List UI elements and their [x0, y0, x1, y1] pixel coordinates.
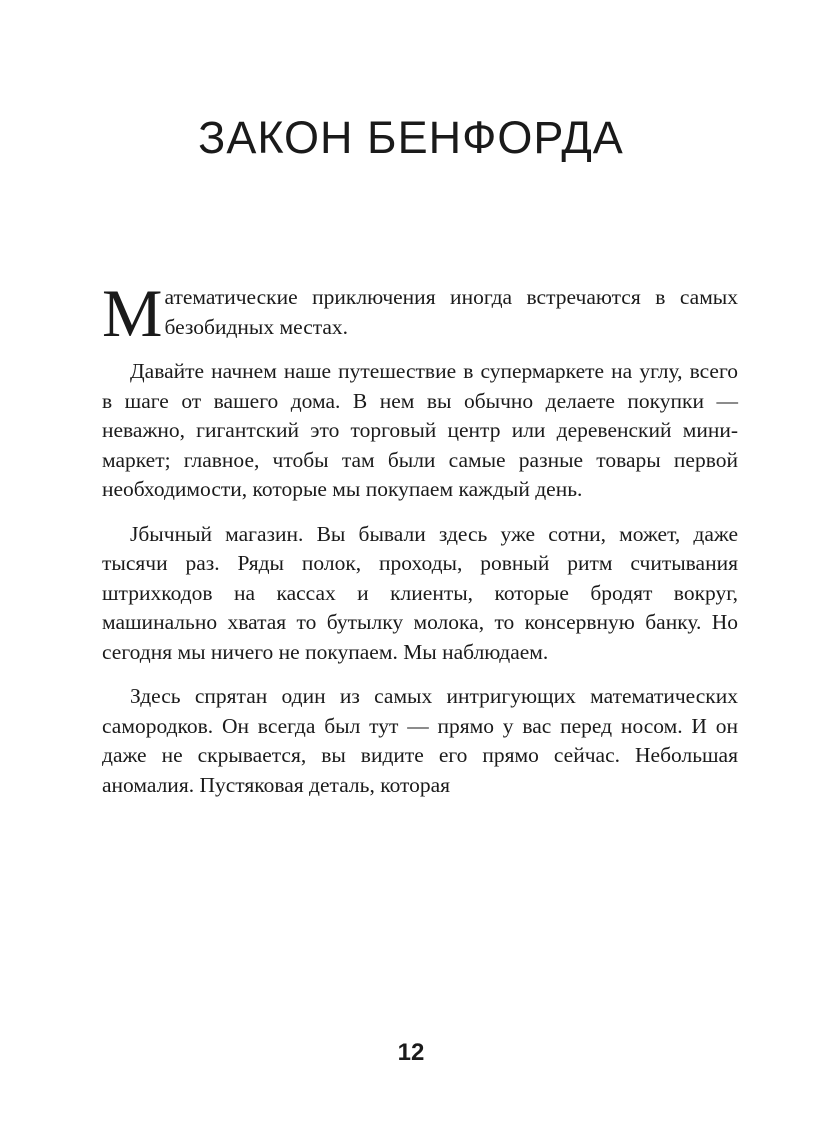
paragraph-2: Давайте начнем наше путешествие в супермаркете на углу, всего в шаге от вашего дома. В нем вы обычно делаете покупки — неважно, гигантский это торговый центр или деревенский мини-маркет; главное, чтобы там были самые разные товары первой необходимости, которые мы покупаем каждый день. [102, 359, 738, 501]
paragraph-3: Jбычный магазин. Вы бывали здесь уже сотни, может, даже тысячи раз. Ряды полок, проходы, ровный ритм считывания штрихкодов на кассах и клиенты, которые бродят вокруг, машинально хватая то бутылку молока, то консервную банку. Но сегодня мы ничего не покупаем. Мы наблюдаем. [102, 521, 738, 664]
chapter-title: ЗАКОН БЕНФОРДА [198, 112, 624, 163]
drop-cap: М [102, 275, 163, 351]
page-number: 12 [397, 1039, 425, 1066]
body-text [102, 275, 738, 800]
paragraph-1 [102, 275, 738, 351]
paragraph-1-text: атематические приключения иногда встречаются в самых безобидных местах. [164, 285, 738, 339]
paragraph-4: Здесь спрятан один из самых интригующих математических самородков. Он всегда был тут — прямо у вас перед носом. И он даже не скрывается, вы видите его прямо сейчас. Небольшая аномалия. Пустяковая деталь, которая [102, 684, 738, 797]
